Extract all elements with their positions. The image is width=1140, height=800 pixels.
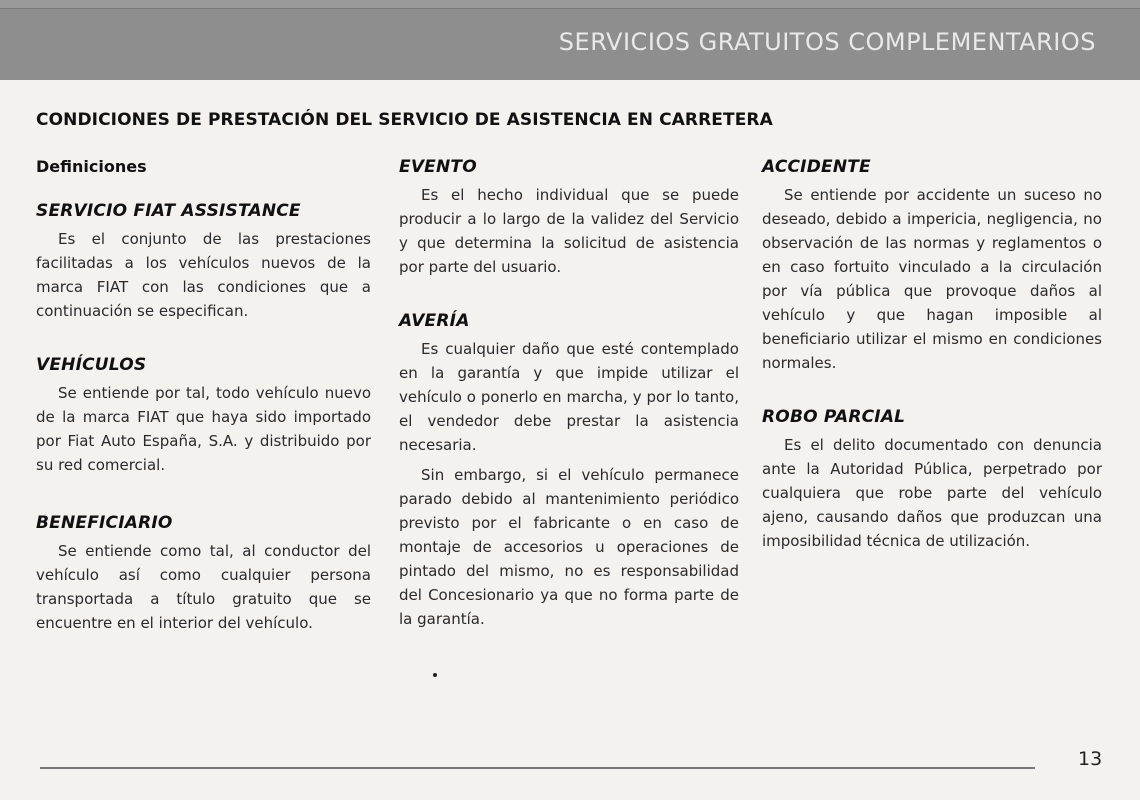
section-body-vehiculos: Se entiende por tal, todo vehículo nuevo de la marca FIAT que haya sido importado por Fiat Auto España, S.A. y distribuido por su red comercial. — [36, 384, 371, 474]
header-top-rule — [0, 0, 1140, 9]
section-title-accidente: ACCIDENTE — [762, 157, 871, 177]
section-body-averia-2: Sin embargo, si el vehículo permanece parado debido al mantenimiento periódico previsto por el fabricante o en caso de montaje de accesorios u operaciones de pintado del mismo, no es responsabilidad del Concesionario ya que no forma parte de la garantía. — [399, 466, 739, 628]
definitions-subheading: Definiciones — [36, 157, 147, 176]
header-band — [0, 0, 1140, 80]
section-body-averia-1: Es cualquier daño que esté contemplado en la garantía y que impide utilizar el vehículo o ponerlo en marcha, y por lo tanto, el vendedor debe prestar la asistencia necesaria. — [399, 340, 739, 454]
column-1 — [36, 155, 371, 635]
section-title-vehiculos: VEHÍCULOS — [36, 355, 147, 375]
page-number: 13 — [1078, 748, 1103, 770]
section-body-evento: Es el hecho individual que se puede producir a lo largo de la validez del Servicio y que determina la solicitud de asistencia por parte del usuario. — [399, 186, 739, 276]
stray-dot — [433, 673, 437, 677]
section-body-beneficiario: Se entiende como tal, al conductor del vehículo así como cualquier persona transportada a título gratuito que se encuentre en el interior del vehículo. — [36, 542, 371, 632]
section-title-averia: AVERÍA — [399, 311, 470, 331]
main-heading: CONDICIONES DE PRESTACIÓN DEL SERVICIO DE ASISTENCIA EN CARRETERA — [36, 110, 773, 130]
footer-rule — [40, 767, 1035, 769]
section-body-accidente: Se entiende por accidente un suceso no deseado, debido a impericia, negligencia, no observación de las normas y reglamentos o en caso fortuito vinculado a la circulación por vía pública que provoque daños al vehículo y que hagan imposible al beneficiario utilizar el mismo en condiciones normales. — [762, 186, 1102, 372]
section-body-servicio: Es el conjunto de las prestaciones facilitadas a los vehículos nuevos de la marca FIAT con las condiciones que a continuación se especifican. — [36, 230, 371, 320]
header-title: SERVICIOS GRATUITOS COMPLEMENTARIOS — [558, 28, 1096, 56]
section-title-beneficiario: BENEFICIARIO — [36, 513, 173, 533]
section-title-evento: EVENTO — [399, 157, 477, 177]
column-2 — [399, 155, 739, 631]
section-body-robo-parcial: Es el delito documentado con denuncia ante la Autoridad Pública, perpetrado por cualquiera que robe parte del vehículo ajeno, causando daños que produzcan una imposibilidad técnica de utilización. — [762, 436, 1102, 550]
section-title-servicio: SERVICIO FIAT ASSISTANCE — [36, 201, 301, 221]
section-title-robo-parcial: ROBO PARCIAL — [762, 407, 906, 427]
column-3 — [762, 155, 1102, 553]
